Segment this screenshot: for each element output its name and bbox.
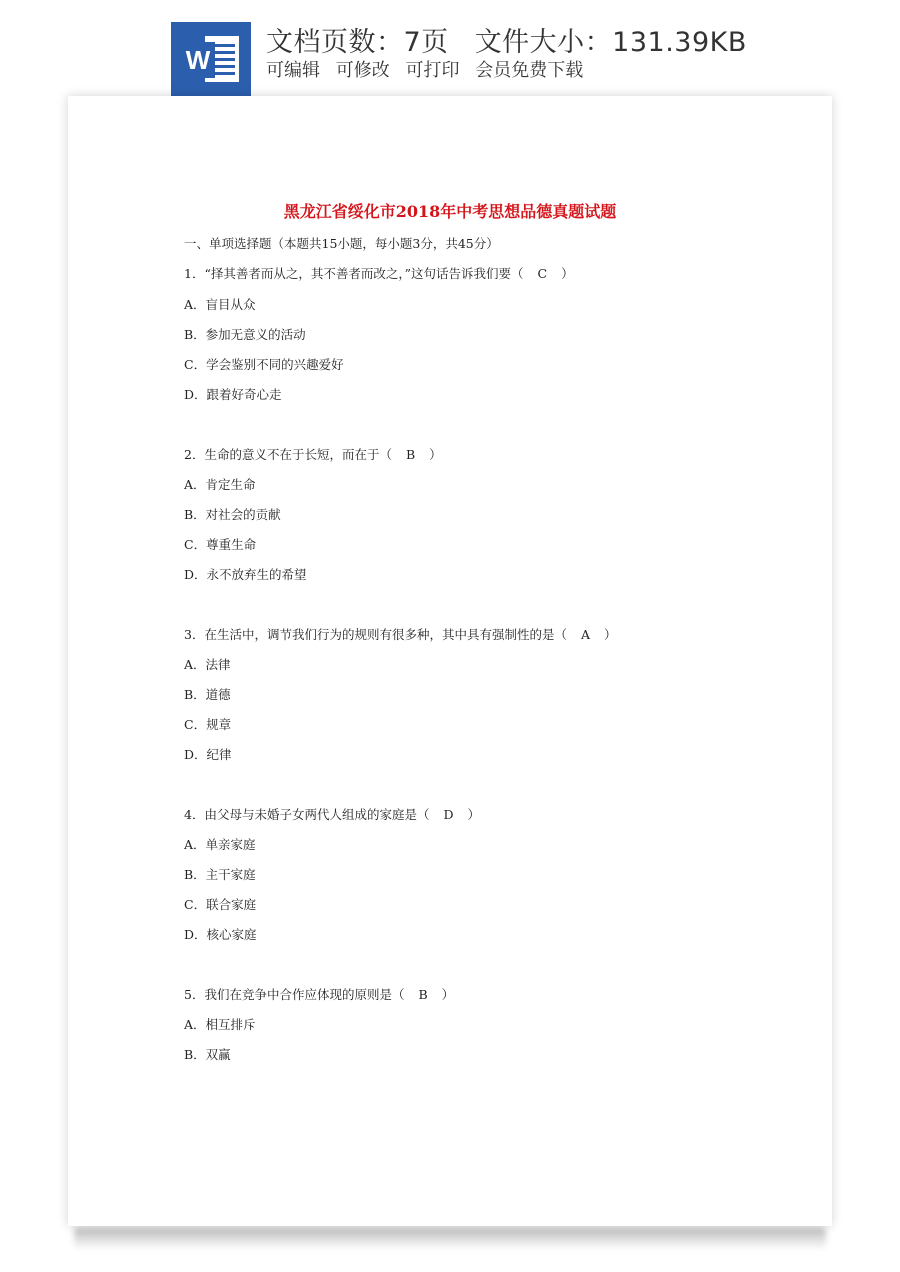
file-info [266, 20, 747, 59]
question-3-answer: A [580, 627, 590, 642]
feature-list [266, 56, 593, 82]
feature-printable: 可打印 [405, 60, 460, 81]
file-size: 文件大小：131.39KB [474, 27, 747, 58]
question-4-option-d: D．核心家庭 [184, 927, 257, 942]
download-banner [0, 0, 900, 96]
question-2-answer: B [405, 447, 416, 462]
question-3-option-d: D．纪律 [184, 747, 232, 762]
word-document-icon [171, 22, 251, 96]
page-count: 文档页数：7页 [266, 27, 449, 58]
question-4-answer: D [443, 807, 454, 822]
question-4-option-a: A．单亲家庭 [184, 837, 256, 852]
paper-shadow [74, 1228, 826, 1250]
question-4-option-b: B．主干家庭 [184, 867, 256, 882]
question-1-option-d: D．跟着好奇心走 [184, 387, 282, 402]
question-5-option-b: B．双赢 [184, 1047, 231, 1062]
document-page [68, 96, 832, 1226]
question-2-option-d: D．永不放弃生的希望 [184, 567, 307, 582]
question-1-option-b: B．参加无意义的活动 [184, 327, 306, 342]
section-heading: 一、单项选择题（本题共15小题，每小题3分，共45分） [184, 236, 499, 251]
feature-member-download: 会员免费下载 [475, 60, 584, 81]
question-4-option-c: C．联合家庭 [184, 897, 257, 912]
question-3-stem: 3．在生活中，调节我们行为的规则有很多种，其中具有强制性的是（ A ） [184, 627, 617, 642]
document-title: 黑龙江省绥化市2018年中考思想品德真题试题 [283, 202, 617, 221]
question-3-option-c: C．规章 [184, 717, 232, 732]
question-4-stem: 4．由父母与未婚子女两代人组成的家庭是（ D ） [184, 807, 481, 822]
question-5-option-a: A．相互排斥 [184, 1017, 256, 1032]
question-5-stem: 5．我们在竞争中合作应体现的原则是（ B ） [184, 987, 455, 1002]
question-1-answer: C [537, 266, 548, 281]
feature-modifiable: 可修改 [335, 60, 390, 81]
question-2-option-b: B．对社会的贡献 [184, 507, 281, 522]
question-2-stem: 2．生命的意义不在于长短，而在于（ B ） [184, 447, 442, 462]
question-1-stem: 1．“择其善者而从之，其不善者而改之，”这句话告诉我们要（ C ） [184, 266, 574, 281]
question-3-option-b: B．道德 [184, 687, 231, 702]
word-icon-letter: W [181, 42, 215, 78]
feature-editable: 可编辑 [266, 60, 320, 81]
question-5-answer: B [418, 987, 428, 1002]
question-1-option-c: C．学会鉴别不同的兴趣爱好 [184, 357, 344, 372]
question-2-option-a: A．肯定生命 [184, 477, 256, 492]
question-2-option-c: C．尊重生命 [184, 537, 257, 552]
question-3-option-a: A．法律 [184, 657, 231, 672]
question-1-option-a: A．盲目从众 [184, 297, 256, 312]
